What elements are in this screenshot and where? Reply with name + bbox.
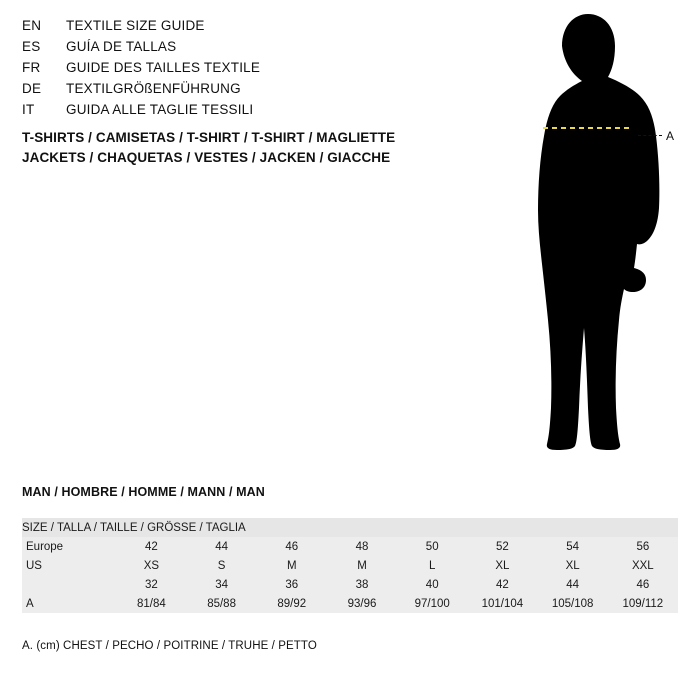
cell-usnum-2: 34 [186,575,256,594]
language-text-es: GUÍA DE TALLAS [66,39,177,54]
cell-us-6: XL [467,556,537,575]
cell-europe-6: 52 [467,537,537,556]
cell-us-3: M [257,556,327,575]
language-code-de: DE [22,81,42,96]
language-row-es [22,39,452,60]
cell-a-8: 109/112 [608,594,678,613]
language-code-en: EN [22,18,42,33]
cell-a-4: 93/96 [327,594,397,613]
cell-usnum-1: 32 [116,575,186,594]
cell-usnum-3: 36 [257,575,327,594]
cell-usnum-4: 38 [327,575,397,594]
language-code-fr: FR [22,60,41,75]
table-row [22,537,678,556]
row-label-a: A [22,594,116,613]
language-row-it [22,102,452,123]
cell-europe-7: 54 [538,537,608,556]
cell-europe-1: 42 [116,537,186,556]
category-line-jackets: JACKETS / CHAQUETAS / VESTES / JACKEN / GIACCHE [22,150,391,165]
cell-usnum-8: 46 [608,575,678,594]
cell-europe-4: 48 [327,537,397,556]
male-silhouette-figure [470,8,690,468]
table-header-row [22,518,678,537]
cell-a-2: 85/88 [186,594,256,613]
language-text-de: TEXTILGRÖßENFÜHRUNG [66,81,241,96]
table-row [22,556,678,575]
cell-a-7: 105/108 [538,594,608,613]
measure-leader-dashes [638,135,662,136]
language-code-it: IT [22,102,35,117]
cell-usnum-7: 44 [538,575,608,594]
cell-a-3: 89/92 [257,594,327,613]
language-header-block [22,18,452,123]
cell-europe-5: 50 [397,537,467,556]
language-text-en: TEXTILE SIZE GUIDE [66,18,205,33]
table-group-title: MAN / HOMBRE / HOMME / MANN / MAN [22,485,265,499]
language-row-en [22,18,452,39]
cell-us-1: XS [116,556,186,575]
cell-a-1: 81/84 [116,594,186,613]
language-code-es: ES [22,39,41,54]
cell-us-7: XL [538,556,608,575]
cell-us-5: L [397,556,467,575]
language-text-fr: GUIDE DES TAILLES TEXTILE [66,60,261,75]
cell-usnum-6: 42 [467,575,537,594]
language-row-de [22,81,452,102]
table-footnote: A. (cm) CHEST / PECHO / POITRINE / TRUHE / PETTO [22,640,317,652]
cell-europe-8: 56 [608,537,678,556]
cell-us-8: XXL [608,556,678,575]
language-row-fr [22,60,452,81]
row-label-us-numeric [22,575,116,594]
measure-label-a: A [666,129,675,143]
category-line-tshirts: T-SHIRTS / CAMISETAS / T-SHIRT / T-SHIRT / MAGLIETTE [22,130,396,145]
size-table [22,518,678,613]
cell-us-4: M [327,556,397,575]
table-row [22,575,678,594]
category-block [22,128,482,168]
table-header-label: SIZE / TALLA / TAILLE / GRÖSSE / TAGLIA [22,518,678,537]
cell-a-6: 101/104 [467,594,537,613]
table-row [22,594,678,613]
cell-us-2: S [186,556,256,575]
row-label-us: US [22,556,116,575]
cell-usnum-5: 40 [397,575,467,594]
cell-a-5: 97/100 [397,594,467,613]
cell-europe-2: 44 [186,537,256,556]
chest-measure-line [470,8,690,468]
cell-europe-3: 46 [257,537,327,556]
language-text-it: GUIDA ALLE TAGLIE TESSILI [66,102,254,117]
row-label-europe: Europe [22,537,116,556]
